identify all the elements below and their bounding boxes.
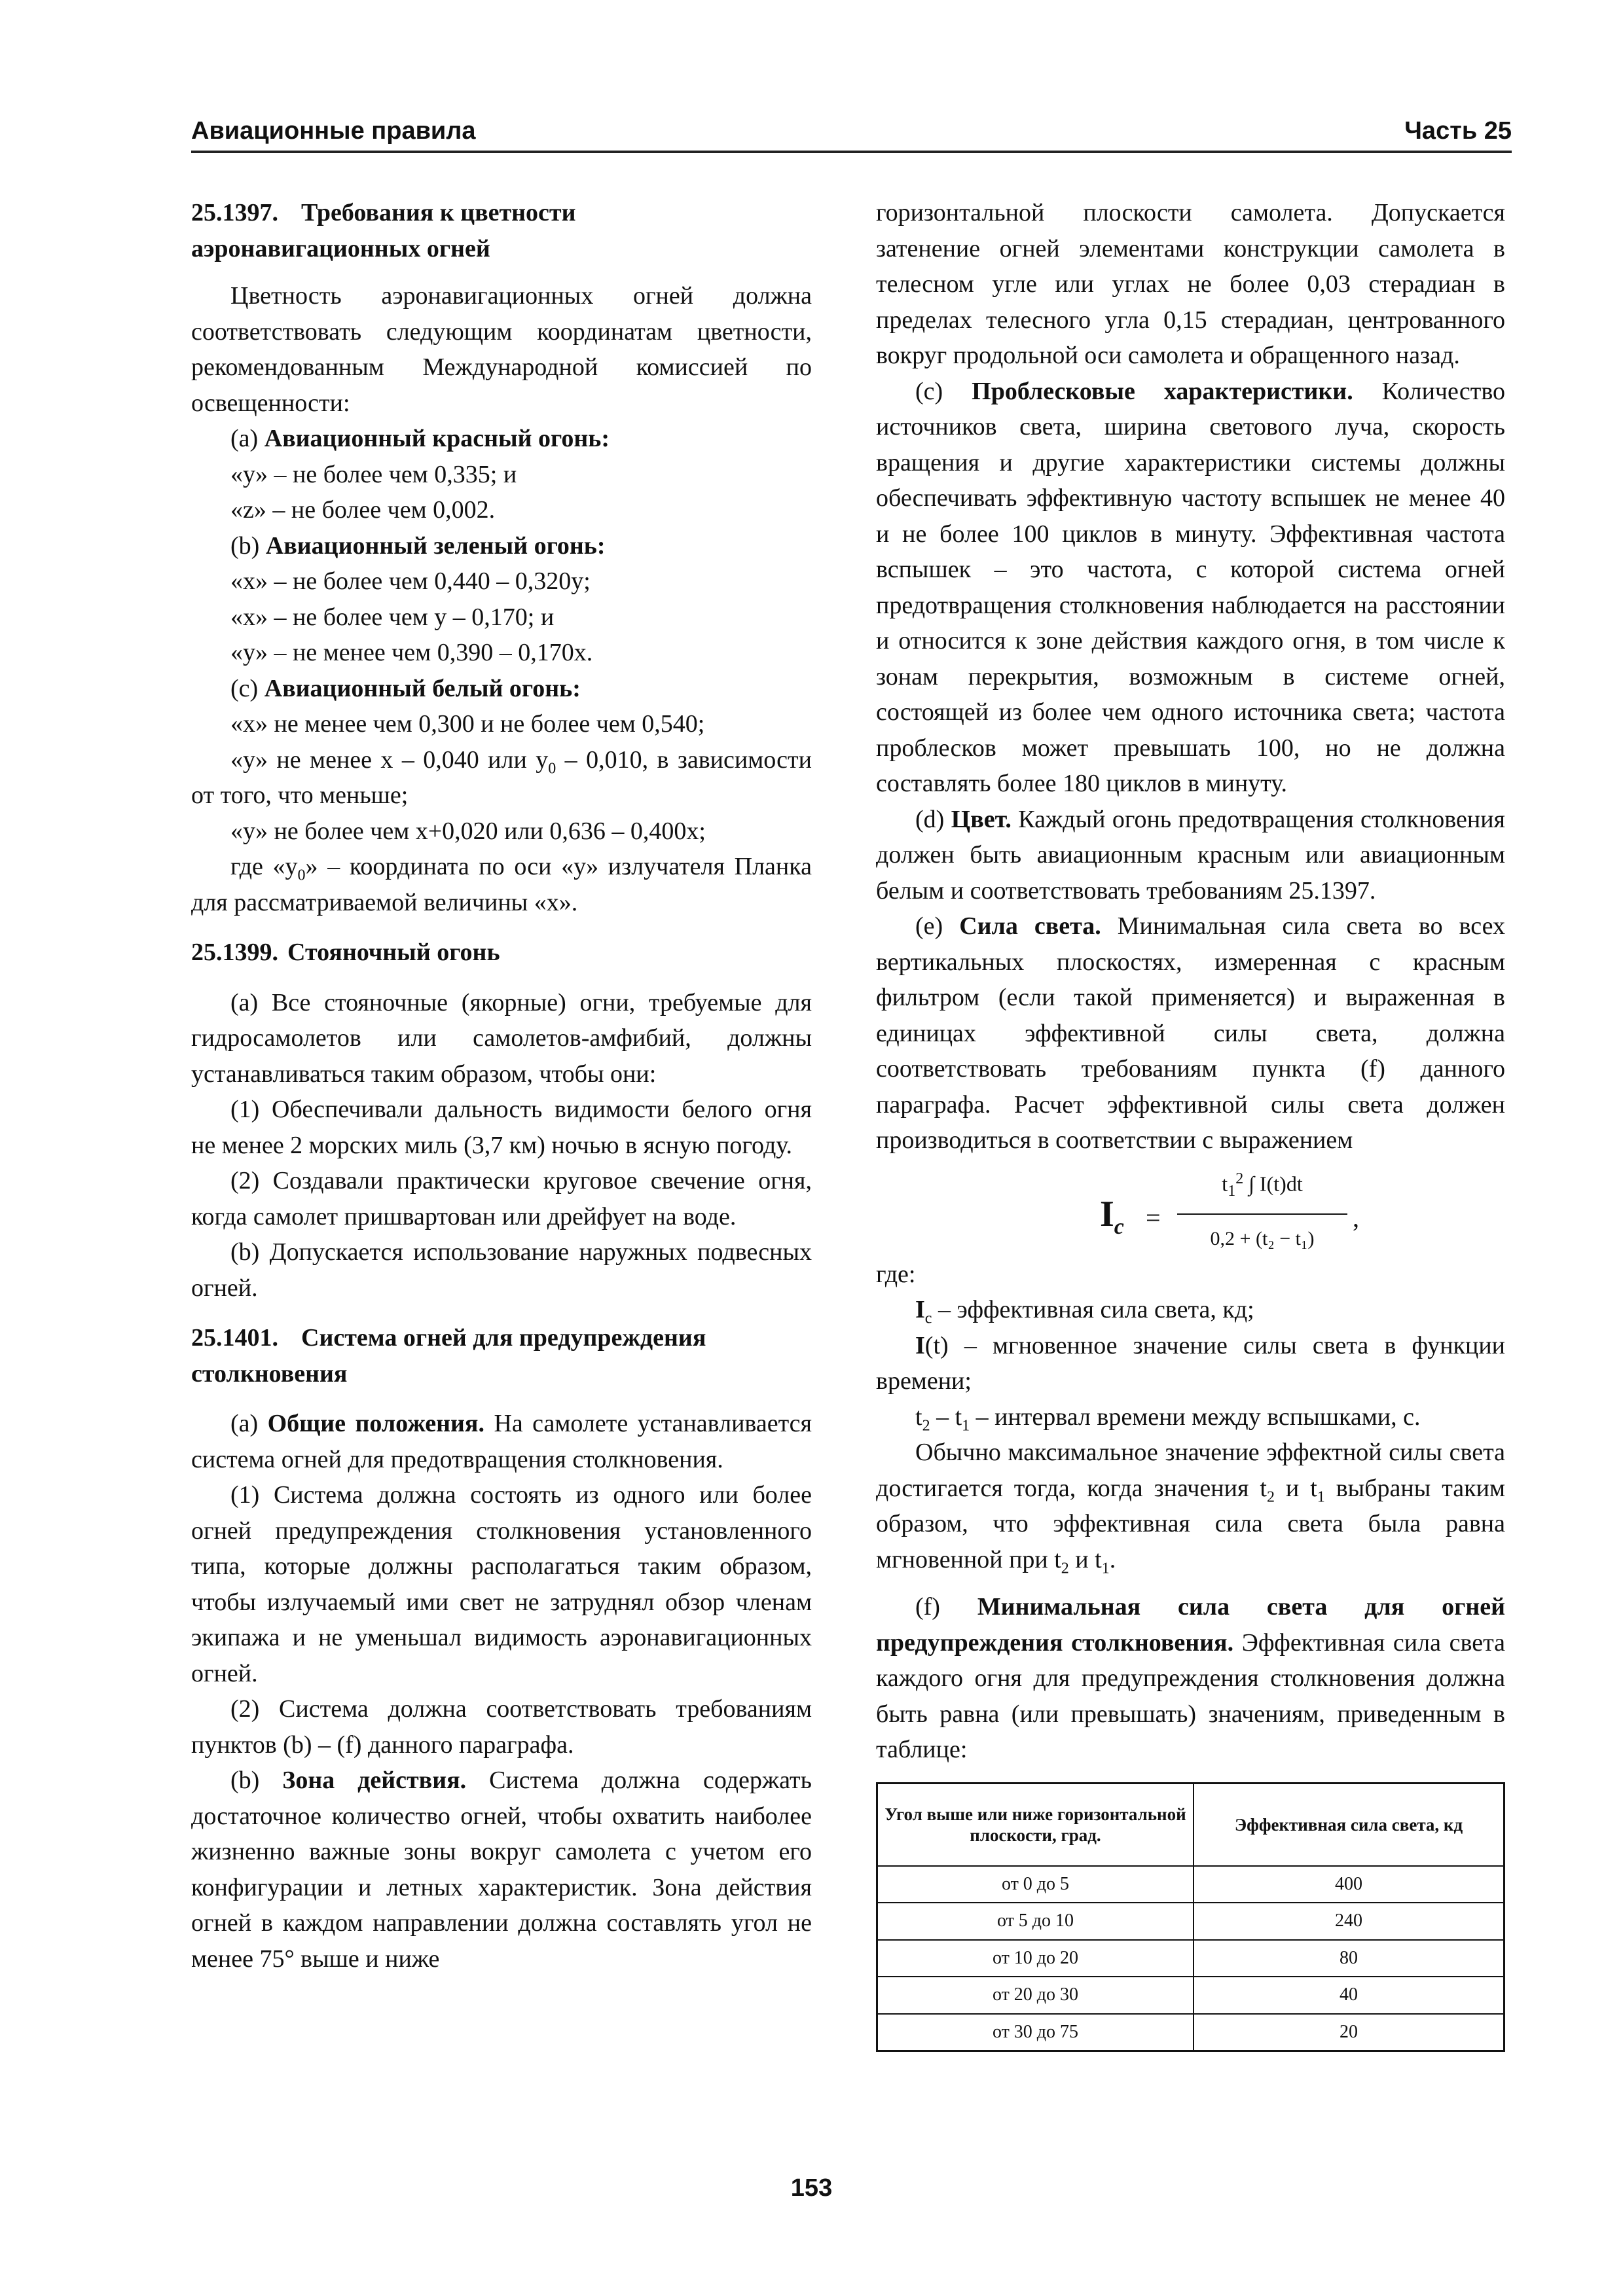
section-1399-heading: 25.1399. Стояночный огонь [191,935,812,971]
paragraph: Цветность аэронавигационных огней должна соответствовать следующим координатам цветности, рекомендованным Международной комиссией по освещенности: [191,282,812,417]
list-line: «x» – не более чем 0,440 – 0,320y; [230,567,591,595]
formula-numerator: $t_1^2$ ∫ I(t)dt [1222,1170,1303,1200]
table-row [877,1903,1504,1940]
page-number: 153 [790,2174,833,2202]
table-cell-value: 400 [1194,1866,1504,1903]
section-1397-heading: 25.1397. Требования к цветности [191,195,812,231]
paragraph: (d) Цвет. Каждый огонь предотвращения столкновения должен быть авиационным красным или авиационным белым и соответствовать требованиям 25.1397. [876,805,1506,905]
paragraph: горизонтальной плоскости самолета. Допускается затенение огней элементами конструкции самолета в телесном угле или углах не более 0,03 стерадиан в пределах телесного угла 0,15 стерадиан, центрованного вокруг продольной оси самолета и обращенного назад. [876,199,1505,369]
subsection-c: (c) Авиационный белый огонь: [230,674,581,702]
fraction-bar [1177,1213,1347,1215]
table-cell-value: 40 [1194,1977,1504,2014]
table-row [877,2014,1504,2051]
section-1401-heading: 25.1401. Система огней для предупреждения [191,1320,812,1356]
formula-lhs: $I_c$ [1100,1193,1124,1239]
paragraph: (e) Сила света. Минимальная сила света во всех вертикальных плоскостях, измеренная с красным фильтром (если такой применяется) и выраженная в единицах эффективной силы света, должна соответствовать требованиям пункта (f) данного параграфа. Расчет эффективной силы света должен производиться в соответствии с выражением [876,912,1505,1154]
formula-denominator: 0,2 + (t₂ − t₁) [1210,1227,1315,1249]
table-cell-angle: от 5 до 10 [877,1903,1194,1940]
paragraph: (b) Зона действия. Система должна содержать достаточное количество огней, чтобы охватить наиболее жизненно важные зоны вокруг самолета с учетом его конфигурации и летных характеристик. Зона действия огней в каждом направлении должна составлять угол не менее 75° выше и ниже [191,1767,812,1973]
table-cell-value: 80 [1194,1940,1504,1977]
section-number: 25.1399. [191,939,278,966]
section-1401-heading-line2: столкновения [191,1359,348,1388]
list-line: «z» – не более чем 0,002. [230,496,496,524]
definition: I(t) – мгновенное значение силы света в функции времени; [876,1331,1505,1395]
paragraph: (2) Создавали практически круговое свечение огня, когда самолет пришвартован или дрейфует на воде. [191,1167,812,1230]
table-cell-value: 20 [1194,2014,1504,2051]
list-line: «y» не более чем x+0,020 или 0,636 – 0,400x; [230,817,706,845]
list-line: «y» не менее x – 0,040 или $y_0 - 0,010$, в зависимости от того, что меньше; [191,745,812,809]
where-label: где: [876,1260,916,1288]
effective-intensity-formula: $I_c$ = $t_1^2$ ∫ I(t)dt 0,2 + (t₂ − t₁) , [876,1158,1505,1257]
paragraph: (a) Все стояночные (якорные) огни, требуемые для гидросамолетов или самолетов-амфибий, должны устанавливаться таким образом, чтобы они: [191,988,812,1088]
paragraph: (1) Обеспечивали дальность видимости белого огня не менее 2 морских миль (3,7 км) ночью в ясную погоду. [191,1096,812,1159]
right-column [876,195,1505,2052]
definition: $t_2 - t_1$ – интервал времени между вспышками, с. [915,1403,1421,1435]
paragraph: (a) Общие положения. На самолете устанавливается система огней для предотвращения столкновения. [191,1410,812,1473]
paragraph: (2) Система должна соответствовать требованиям пунктов (b) – (f) данного параграфа. [191,1695,812,1759]
table-cell-angle: от 30 до 75 [877,2014,1194,2051]
table-header-intensity: Эффективная сила света, кд [1194,1783,1504,1866]
table-header-angle: Угол выше или ниже горизонтальной плоскости, град. [877,1783,1194,1866]
table-cell-angle: от 0 до 5 [877,1866,1194,1903]
list-line: «y» – не более чем 0,335; и [230,460,517,488]
paragraph: (f) Минимальная сила света для огней предупреждения столкновения. Эффективная сила света каждого огня для предупреждения столкновения должна быть равна (или превышать) значениям, приведенным в таблице: [876,1593,1506,1763]
table-cell-angle: от 20 до 30 [877,1977,1194,2014]
list-line: «y» – не менее чем 0,390 – 0,170x. [230,639,593,666]
table-row [877,1866,1504,1903]
paragraph: (c) Проблесковые характеристики. Количество источников света, ширина светового луча, скорость вращения и другие характеристики системы должны обеспечивать эффективную частоту вспышек не менее 40 и не более 100 циклов в минуту. Эффективная частота вспышек – это частота, с которой система огней предотвращения столкновения наблюдается на расстоянии и относится к зоне действия каждого огня, в том числе к зонам перекрытия, возможным в системе огней, состоящей из более чем одного источника света; частота проблесков может превышать 100, но не должна составлять более 180 циклов в минуту. [876,377,1506,797]
left-column [191,195,812,1977]
paragraph: (1) Система должна состоять из одного или более огней предупреждения столкновения установленного типа, которые должны располагаться таким образом, чтобы излучаемый ими свет не затруднял обзор членам экипажа и не уменьшал видимость аэронавигационных огней. [191,1481,812,1687]
list-line: «x» не менее чем 0,300 и не более чем 0,540; [230,710,705,738]
table-header-row [877,1783,1504,1866]
header-title: Авиационные правила [191,117,476,145]
formula-equals: = [1146,1202,1161,1232]
subsection-a: (a) Авиационный красный огонь: [230,425,610,452]
subsection-b: (b) Авиационный зеленый огонь: [230,531,606,560]
paragraph: Обычно максимальное значение эффектной силы света достигается тогда, когда значения $t_2$ и $t_1$ выбраны таким образом, что эффективная сила света была равна мгновенной при $t_2$ и $t_1$. [876,1439,1505,1577]
paragraph: где «$y_0$» – координата по оси «y» излучателя Планка для рассматриваемой величины «x». [191,853,812,916]
intensity-table [876,1782,1505,2053]
list-line: «x» – не более чем y – 0,170; и [230,603,555,631]
section-number: 25.1401. [191,1324,278,1352]
section-1397-heading-line2: аэронавигационных огней [191,234,490,262]
table-cell-value: 240 [1194,1903,1504,1940]
definition: $I_c$ – эффективная сила света, кд; [915,1296,1254,1327]
section-number: 25.1397. [191,199,278,226]
table-row [877,1977,1504,2014]
table-cell-angle: от 10 до 20 [877,1940,1194,1977]
page-header [191,113,1512,153]
header-part: Часть 25 [1404,117,1512,145]
table-row [877,1940,1504,1977]
paragraph: (b) Допускается использование наружных подвесных огней. [191,1238,812,1302]
